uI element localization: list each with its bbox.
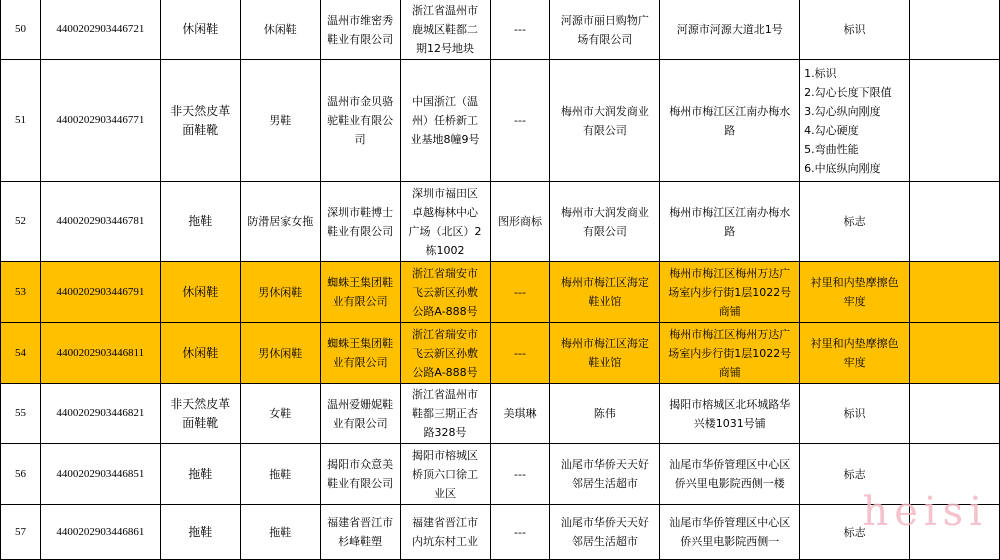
seq-cell: 55 — [1, 384, 41, 444]
test-item: 3.勾心纵向刚度 — [804, 104, 881, 118]
code-cell: 4400202903446721 — [40, 0, 160, 60]
maker-address-cell: 浙江省瑞安市飞云新区孙敷公路A-888号 — [400, 262, 490, 323]
maker-address-cell: 揭阳市榕城区桥顶六口徐工业区 — [400, 444, 490, 505]
test-item: 标识 — [843, 23, 866, 36]
table-row — [1, 60, 1000, 182]
seller-address-cell: 梅州市梅江区梅州万达广场室内步行街1层1022号商铺 — [660, 323, 800, 384]
test-items-cell — [800, 384, 910, 444]
maker-cell: 温州市维密秀鞋业有限公司 — [320, 0, 400, 60]
category-cell: 非天然皮革面鞋靴 — [160, 384, 240, 444]
product-cell: 休闲鞋 — [240, 0, 320, 60]
maker-cell: 揭阳市众意美鞋业有限公司 — [320, 444, 400, 505]
maker-address-cell: 深圳市福田区卓越梅林中心广场（北区）2栋1002 — [400, 182, 490, 262]
seq-cell: 54 — [1, 323, 41, 384]
table-row — [1, 0, 1000, 60]
seller-address-cell: 揭阳市榕城区北环城路华兴楼1031号铺 — [660, 384, 800, 444]
category-cell: 休闲鞋 — [160, 323, 240, 384]
seq-cell: 51 — [1, 60, 41, 182]
test-items-cell — [800, 60, 910, 182]
test-item: 5.弯曲性能 — [804, 142, 859, 156]
brand-cell: --- — [490, 0, 550, 60]
brand-cell: --- — [490, 444, 550, 505]
maker-cell: 温州爱姗妮鞋业有限公司 — [320, 384, 400, 444]
product-cell: 男鞋 — [240, 60, 320, 182]
code-cell: 4400202903446781 — [40, 182, 160, 262]
seller-cell: 梅州市梅江区海定鞋业馆 — [550, 262, 660, 323]
maker-address-cell: 浙江省温州市鹿城区鞋都二期12号地块 — [400, 0, 490, 60]
maker-address-cell: 浙江省瑞安市飞云新区孙敷公路A-888号 — [400, 323, 490, 384]
seller-cell: 梅州市大润发商业有限公司 — [550, 60, 660, 182]
seller-address-cell: 梅州市梅江区江南办梅水路 — [660, 182, 800, 262]
seq-cell: 50 — [1, 0, 41, 60]
test-item: 1.标识 — [804, 66, 837, 80]
seller-address-cell: 汕尾市华侨管理区中心区侨兴里电影院西侧一 — [660, 505, 800, 560]
seller-cell: 梅州市大润发商业有限公司 — [550, 182, 660, 262]
brand-cell: 美琪琳 — [490, 384, 550, 444]
seller-cell: 汕尾市华侨天天好邻居生活超市 — [550, 444, 660, 505]
product-cell: 男休闲鞋 — [240, 262, 320, 323]
maker-cell: 蜘蛛王集团鞋业有限公司 — [320, 323, 400, 384]
test-item: 衬里和内垫摩擦色牢度 — [810, 276, 899, 308]
table-row — [1, 444, 1000, 505]
category-cell: 休闲鞋 — [160, 262, 240, 323]
seller-cell: 河源市丽日购物广场有限公司 — [550, 0, 660, 60]
table-row — [1, 182, 1000, 262]
seq-cell: 56 — [1, 444, 41, 505]
maker-address-cell: 浙江省温州市鞋都三期正杏路328号 — [400, 384, 490, 444]
category-cell: 拖鞋 — [160, 444, 240, 505]
watermark: heisi — [862, 489, 988, 535]
table-row — [1, 505, 1000, 560]
seller-address-cell: 汕尾市华侨管理区中心区侨兴里电影院西侧一楼 — [660, 444, 800, 505]
code-cell: 4400202903446791 — [40, 262, 160, 323]
seller-address-cell: 河源市河源大道北1号 — [660, 0, 800, 60]
test-items-cell — [800, 0, 910, 60]
maker-address-cell: 福建省晋江市内坑东村工业 — [400, 505, 490, 560]
category-cell: 休闲鞋 — [160, 0, 240, 60]
empty-cell — [910, 323, 1000, 384]
maker-cell: 蜘蛛王集团鞋业有限公司 — [320, 262, 400, 323]
test-items-cell — [800, 182, 910, 262]
category-cell: 拖鞋 — [160, 182, 240, 262]
table-row — [1, 384, 1000, 444]
empty-cell — [910, 60, 1000, 182]
category-cell: 非天然皮革面鞋靴 — [160, 60, 240, 182]
brand-cell: --- — [490, 60, 550, 182]
maker-cell: 福建省晋江市杉峰鞋塑 — [320, 505, 400, 560]
test-item: 2.勾心长度下限值 — [804, 85, 892, 99]
brand-cell: --- — [490, 323, 550, 384]
brand-cell: 图形商标 — [490, 182, 550, 262]
test-item: 标志 — [843, 215, 866, 228]
maker-cell: 温州市金贝骆驼鞋业有限公司 — [320, 60, 400, 182]
empty-cell — [910, 384, 1000, 444]
code-cell: 4400202903446811 — [40, 323, 160, 384]
test-item: 4.勾心硬度 — [804, 123, 859, 137]
table-row — [1, 262, 1000, 323]
category-cell: 拖鞋 — [160, 505, 240, 560]
product-cell: 防滑居家女拖 — [240, 182, 320, 262]
seller-cell: 梅州市梅江区海定鞋业馆 — [550, 323, 660, 384]
seller-address-cell: 梅州市梅江区梅州万达广场室内步行街1层1022号商铺 — [660, 262, 800, 323]
seller-address-cell: 梅州市梅江区江南办梅水路 — [660, 60, 800, 182]
product-cell: 拖鞋 — [240, 444, 320, 505]
code-cell: 4400202903446821 — [40, 384, 160, 444]
product-cell: 男休闲鞋 — [240, 323, 320, 384]
brand-cell: --- — [490, 262, 550, 323]
test-item: 标识 — [843, 407, 866, 420]
code-cell: 4400202903446771 — [40, 60, 160, 182]
empty-cell — [910, 262, 1000, 323]
product-cell: 拖鞋 — [240, 505, 320, 560]
maker-cell: 深圳市鞋博士鞋业有限公司 — [320, 182, 400, 262]
maker-address-cell: 中国浙江（温州）任桥新工业基地8幢9号 — [400, 60, 490, 182]
empty-cell — [910, 182, 1000, 262]
seq-cell: 53 — [1, 262, 41, 323]
seq-cell: 57 — [1, 505, 41, 560]
test-item: 衬里和内垫摩擦色牢度 — [810, 337, 899, 369]
code-cell: 4400202903446851 — [40, 444, 160, 505]
product-cell: 女鞋 — [240, 384, 320, 444]
test-item: 标志 — [843, 467, 866, 481]
seq-cell: 52 — [1, 182, 41, 262]
code-cell: 4400202903446861 — [40, 505, 160, 560]
seller-cell: 汕尾市华侨天天好邻居生活超市 — [550, 505, 660, 560]
empty-cell — [910, 0, 1000, 60]
test-item: 标志 — [843, 525, 866, 539]
test-items-cell — [800, 323, 910, 384]
table-body — [1, 0, 1000, 560]
test-item: 6.中底纵向刚度 — [804, 161, 881, 175]
test-items-cell — [800, 262, 910, 323]
table-row — [1, 323, 1000, 384]
seller-cell: 陈伟 — [550, 384, 660, 444]
brand-cell: --- — [490, 505, 550, 560]
